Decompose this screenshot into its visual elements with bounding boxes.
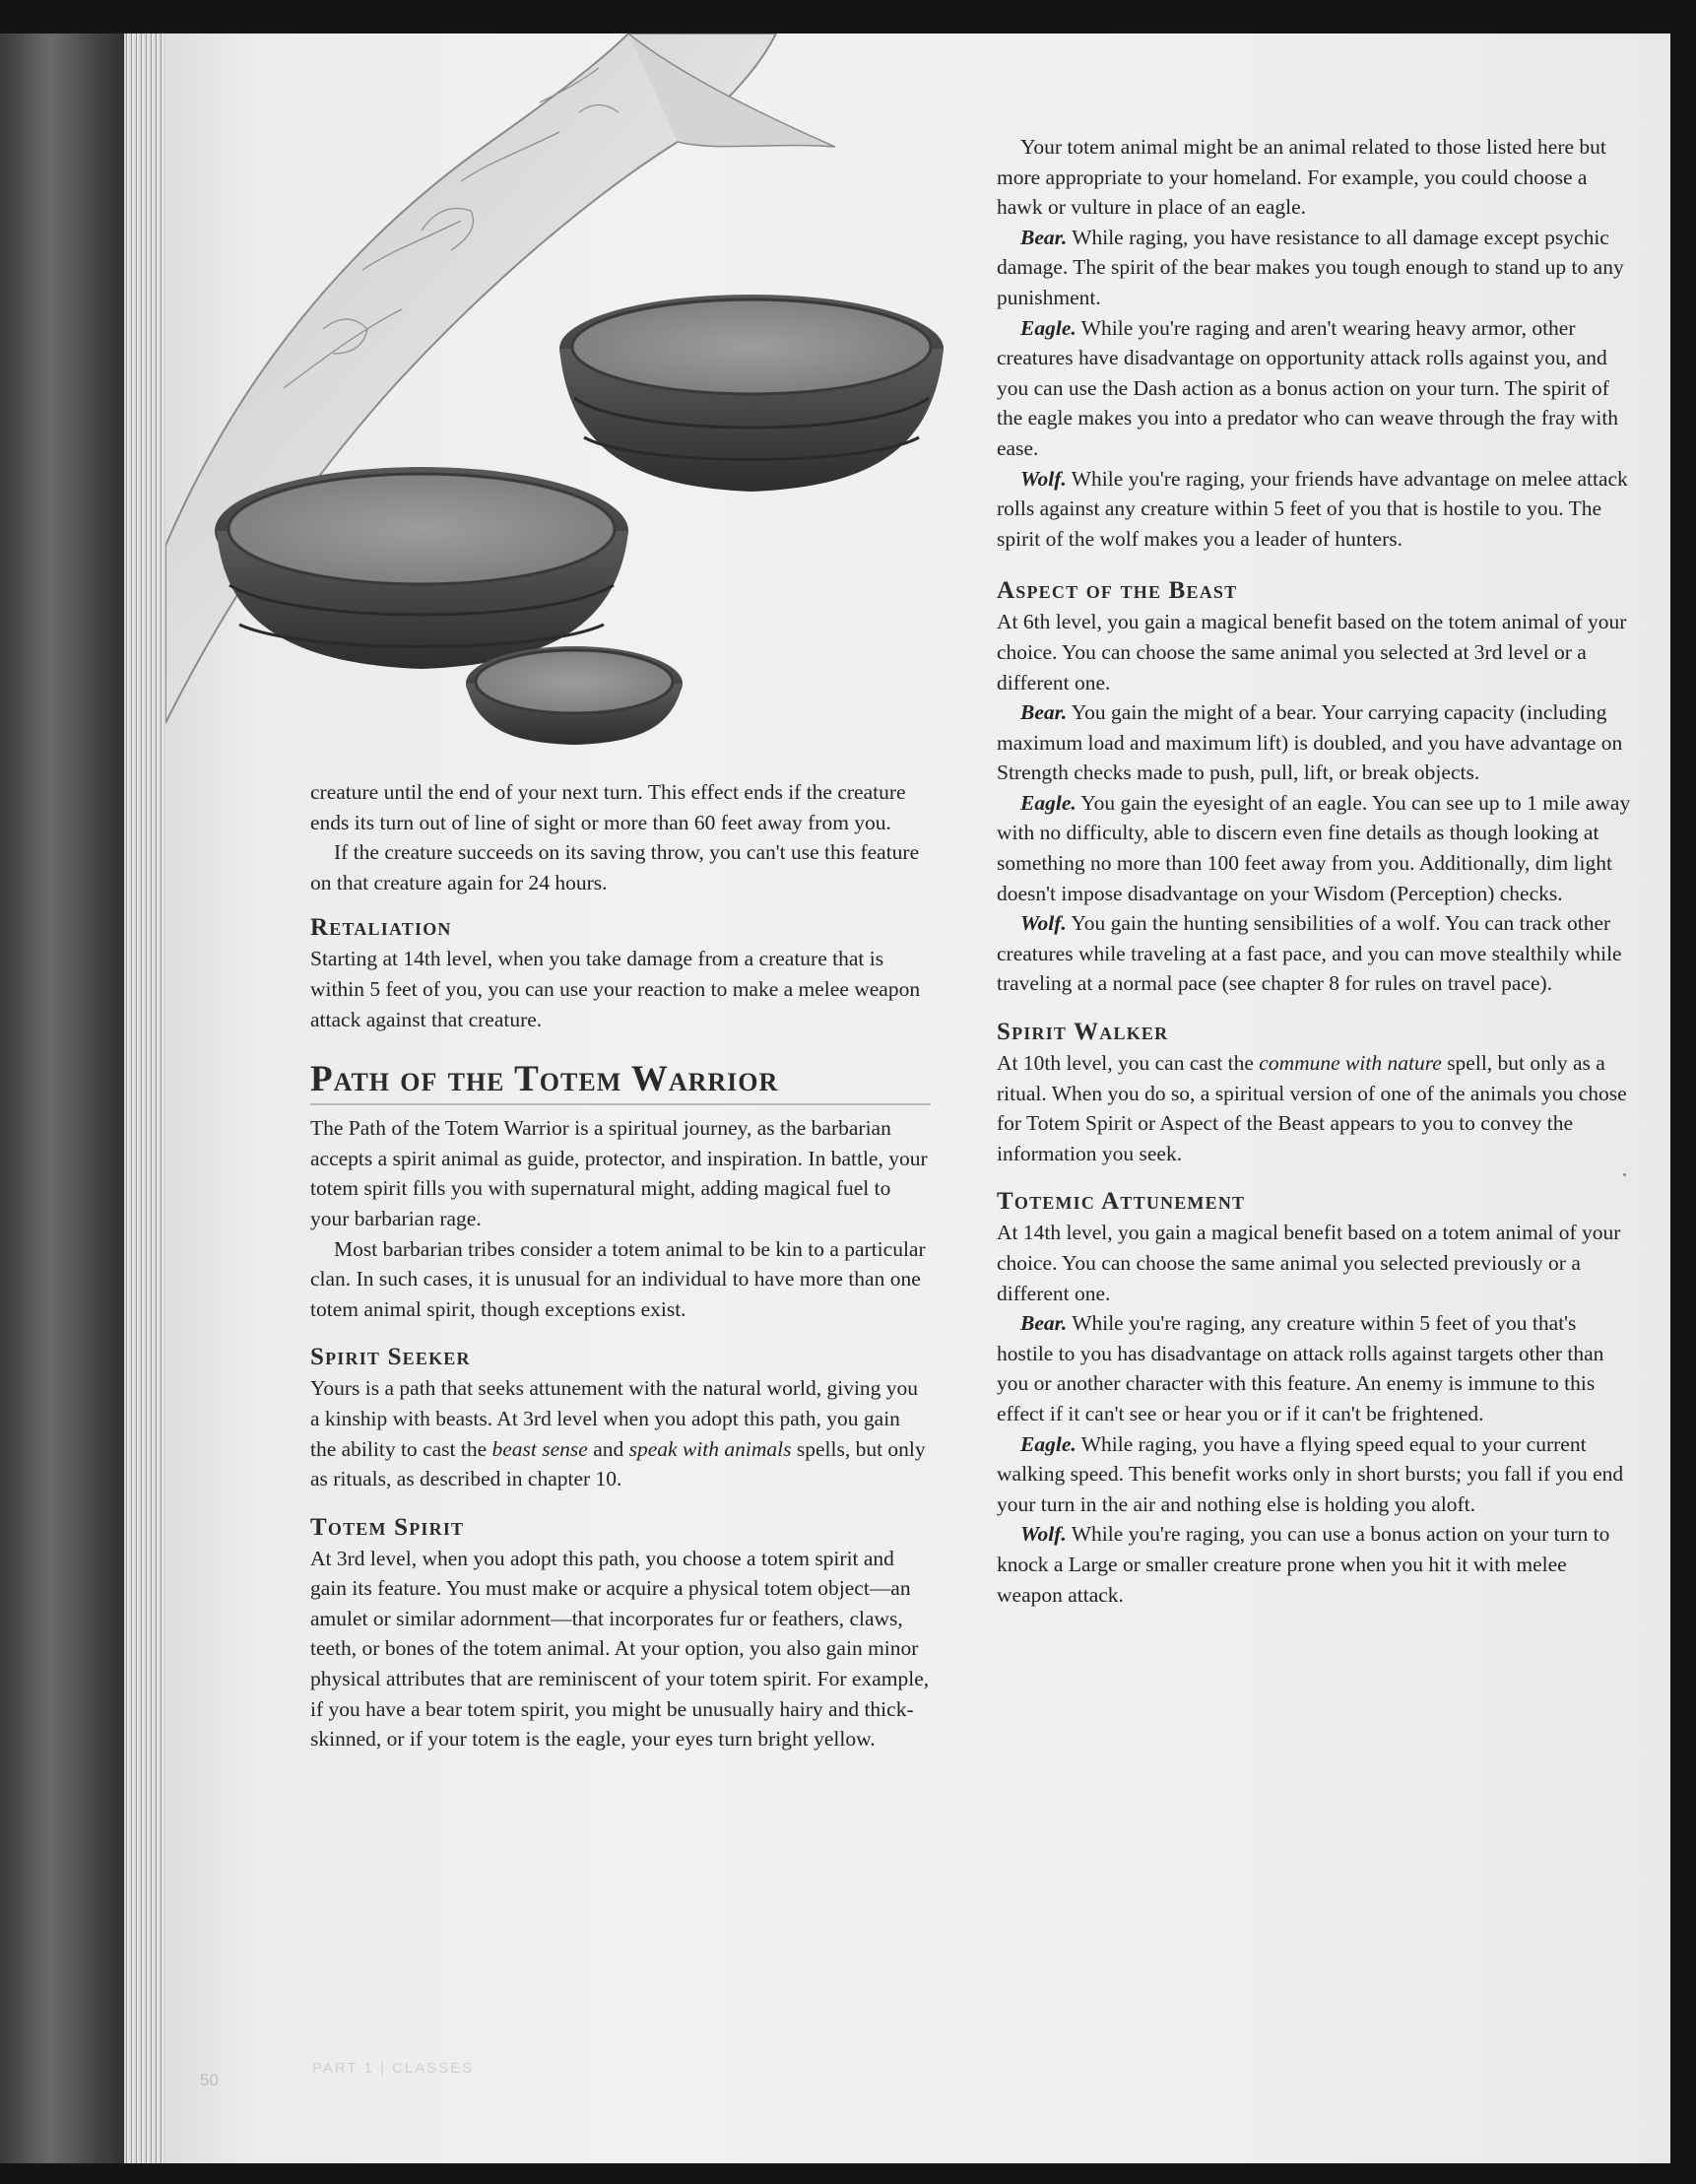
spell-name: beast sense (491, 1436, 588, 1461)
paragraph: Most barbarian tribes consider a totem animal to be kin to a particular clan. In such cases, it is unusual for an individual to have more than one totem animal spirit, though exceptions exist. (310, 1236, 926, 1321)
paragraph: Bear. You gain the might of a bear. Your carrying capacity (including maximum load and maximum lift) is doubled, and you have advantage on Strength checks made to push, pull, lift, or break objects. (997, 700, 1623, 785)
bowls-and-tusk-illustration (165, 33, 953, 762)
page-edges (124, 33, 167, 2163)
animal-label: Eagle. (1020, 1431, 1076, 1456)
paragraph: At 6th level, you gain a magical benefit based on the totem animal of your choice. You can choose the same animal you selected at 3rd level or a different one. (997, 610, 1627, 695)
animal-label: Bear. (1020, 225, 1068, 249)
paragraph: Bear. While raging, you have resistance to all damage except psychic damage. The spirit of the bear makes you tough enough to stand up to any punishment. (997, 225, 1624, 309)
animal-label: Wolf. (1020, 911, 1067, 936)
paragraph: Starting at 14th level, when you take damage from a creature that is within 5 feet of you, you can use your reaction to make a melee weapon attack against that creature. (310, 947, 921, 1031)
animal-label: Eagle. (1020, 790, 1076, 815)
paragraph: Your totem animal might be an animal related to those listed here but more appropriate to your homeland. For example, you could choose a hawk or vulture in place of an eagle. (997, 135, 1606, 220)
paragraph: Wolf. You gain the hunting sensibilities of a wolf. You can track other creatures while traveling at a fast pace, and you can move stealthily while traveling at a normal pace (see chapter 8 for rules on travel pace). (997, 911, 1622, 996)
paragraph: Yours is a path that seeks attunement with the natural world, giving you a kinship with beasts. At 3rd level when you adopt this path, you gain the ability to cast the beast sense and speak with animals spells, but only as rituals, as described in chapter 10. (310, 1376, 926, 1491)
left-column (310, 777, 931, 1754)
paragraph: Eagle. You gain the eyesight of an eagle. You can see up to 1 mile away with no difficulty, able to discern even fine details as though looking at something no more than 100 feet away from you. Additionally, dim light doesn't impose disadvantage on your Wisdom (Perception) checks. (997, 790, 1631, 905)
aspect-heading: Aspect of the Beast (997, 577, 1238, 605)
paragraph: If the creature succeeds on its saving throw, you can't use this feature on that creature again for 24 hours. (310, 840, 920, 894)
paragraph: At 10th level, you can cast the commune with nature spell, but only as a ritual. When you do so, a spiritual version of one of the animals you chose for Totem Spirit or Aspect of the Beast appears to you to convey the information you seek. (997, 1051, 1627, 1165)
totem-spirit-heading: Totem Spirit (310, 1513, 465, 1541)
scan-right-border (1670, 0, 1696, 2184)
scan-bottom-border (0, 2163, 1696, 2184)
page-number: 50 (200, 2071, 219, 2089)
animal-label: Bear. (1020, 700, 1068, 725)
paragraph: Eagle. While you're raging and aren't wearing heavy armor, other creatures have disadvantage on opportunity attack rolls against you, and you can use the Dash action as a bonus action on your turn. The spirit of the eagle makes you into a predator who can weave through the fray with ease. (997, 315, 1619, 460)
spirit-walker-heading: Spirit Walker (997, 1019, 1169, 1046)
retaliation-heading: Retaliation (310, 914, 452, 942)
animal-label: Wolf. (1020, 1522, 1067, 1547)
paragraph: Wolf. While you're raging, your friends have advantage on melee attack rolls against any creature within 5 feet of you that is hostile to you. The spirit of the wolf makes you a leader of hunters. (997, 466, 1628, 551)
paragraph: Wolf. While you're raging, you can use a bonus action on your turn to knock a Large or smaller creature prone when you hit it with melee weapon attack. (997, 1522, 1610, 1607)
scan-top-border (0, 0, 1696, 33)
margin-mark (1623, 1173, 1626, 1176)
paragraph: creature until the end of your next turn. This effect ends if the creature ends its turn out of line of sight or more than 60 feet away from you. (310, 780, 906, 834)
animal-label: Eagle. (1020, 315, 1076, 340)
animal-label: Bear. (1020, 1311, 1068, 1336)
paragraph: At 14th level, you gain a magical benefit based on a totem animal of your choice. You can choose the same animal you selected previously or a different one. (997, 1221, 1621, 1305)
spirit-seeker-heading: Spirit Seeker (310, 1344, 471, 1371)
animal-label: Wolf. (1020, 466, 1067, 491)
paragraph: At 3rd level, when you adopt this path, you choose a totem spirit and gain its feature. You must make or acquire a physical totem object—an amulet or similar adornment—that incorporates fur or feathers, claws, teeth, or bones of the totem animal. At your option, you also gain minor physical attributes that are reminiscent of your totem spirit. For example, if you have a bear totem spirit, you might be unusually hairy and thick-skinned, or if your totem is the eagle, your eyes turn bright yellow. (310, 1546, 930, 1752)
paragraph: The Path of the Totem Warrior is a spiritual journey, as the barbarian accepts a spirit animal as guide, protector, and inspiration. In battle, your totem spirit fills you with supernatural might, adding magical fuel to your barbarian rage. (310, 1116, 928, 1230)
paragraph: Bear. While you're raging, any creature within 5 feet of you that's hostile to you has disadvantage on attack rolls against targets other than you or another character with this feature. An enemy is immune to this effect if it can't see or hear you or if it can't be frightened. (997, 1311, 1604, 1425)
path-heading: Path of the Totem Warrior (310, 1058, 931, 1105)
spell-name: speak with animals (628, 1436, 792, 1461)
paragraph: Eagle. While raging, you have a flying speed equal to your current walking speed. This benefit works only in short bursts; you fall if you end your turn in the air and nothing else is holding you aloft. (997, 1431, 1624, 1516)
footer-section-label: PART 1 | CLASSES (312, 2060, 475, 2077)
book-spine-shadow (0, 0, 128, 2184)
spell-name: commune with nature (1259, 1051, 1442, 1076)
right-column (997, 132, 1632, 1610)
totemic-attunement-heading: Totemic Attunement (997, 1188, 1246, 1216)
